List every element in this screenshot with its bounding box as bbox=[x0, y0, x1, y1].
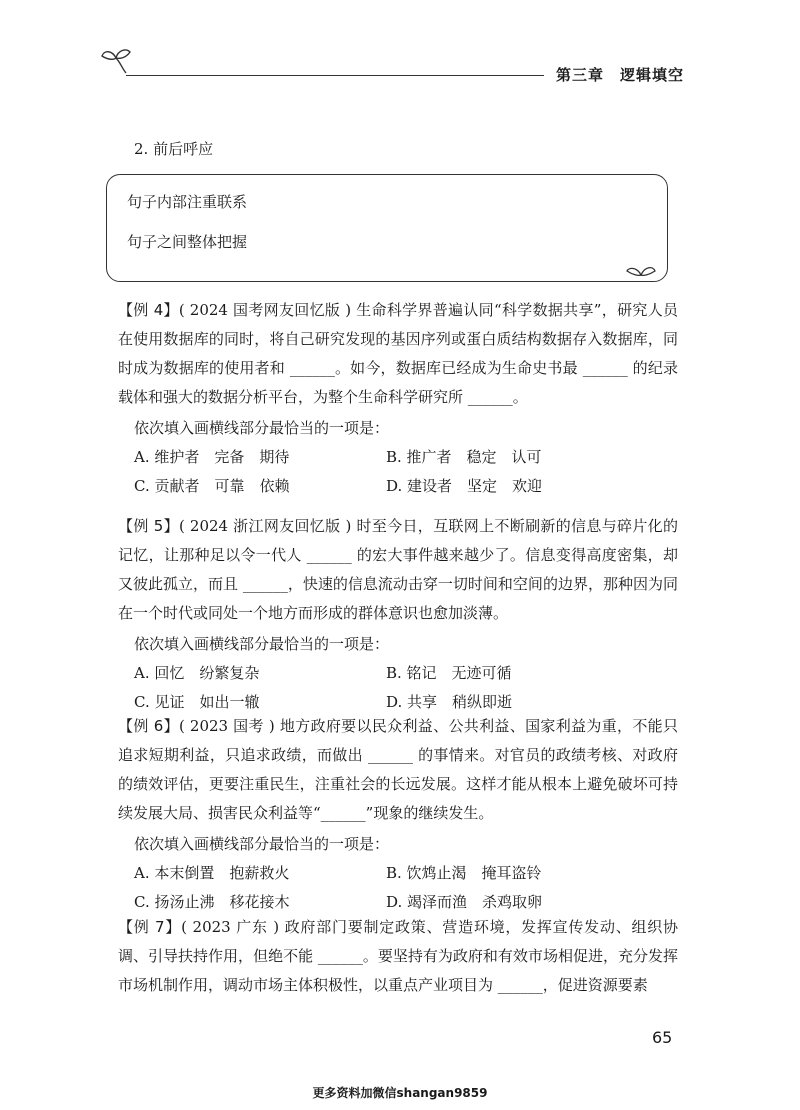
example-body: 生命科学界普遍认同“科学数据共享”，研究人员在使用数据库的同时，将自己研究发现的基因序列或蛋白质结构数据存入数据库，同时成为数据库的使用者和 ______。如今，数据库已经成为生命史书最 ______ 的纪录载体和强大的数据分析平台，为整个生命科学研究所 ______。 bbox=[118, 301, 679, 406]
example-7-text bbox=[118, 913, 678, 1000]
section-title: 2. 前后呼应 bbox=[134, 140, 214, 158]
example-tag: 【例 4】 bbox=[118, 301, 179, 319]
option-d: D. 竭泽而渔 杀鸡取卵 bbox=[386, 893, 543, 911]
question-prompt: 依次填入画横线部分最恰当的一项是： bbox=[134, 635, 390, 653]
example-source: ( 2024 浙江网友回忆版 ) bbox=[178, 517, 357, 535]
chapter-title: 第三章 逻辑填空 bbox=[556, 66, 685, 84]
example-5 bbox=[118, 512, 678, 717]
example-6-text bbox=[118, 712, 678, 828]
header-rule bbox=[126, 75, 544, 76]
example-tag: 【例 7】 bbox=[118, 918, 182, 936]
example-body: 地方政府要以民众利益、公共利益、国家利益为重，不能只追求短期利益，只追求政绩，而做出 ______ 的事情来。对官员的政绩考核、对政府的绩效评估，更要注重民生，注重社会的长远发展。这样才能从根本上避免破坏可持续发展大局、损害民众利益等“______”现象的继续发生。 bbox=[118, 717, 679, 822]
options-grid bbox=[118, 859, 678, 917]
example-4-text bbox=[118, 296, 678, 412]
question-prompt: 依次填入画横线部分最恰当的一项是： bbox=[134, 419, 390, 437]
option-b: B. 铭记 无迹可循 bbox=[386, 664, 512, 682]
example-tag: 【例 6】 bbox=[118, 717, 179, 735]
example-source: ( 2023 国考 ) bbox=[178, 717, 280, 735]
example-tag: 【例 5】 bbox=[118, 517, 179, 535]
option-b: B. 推广者 稳定 认可 bbox=[386, 448, 542, 466]
options-grid bbox=[118, 659, 678, 717]
page-number: 65 bbox=[652, 1028, 673, 1047]
tip-line-1: 句子内部注重联系 bbox=[127, 193, 248, 211]
example-body: 时至今日，互联网上不断刷新的信息与碎片化的记忆，让那种足以令一代人 ______ 的宏大事件越来越少了。信息变得高度密集，却又彼此孤立，而且 ______，快速的信息流动击穿一切时间和空间的边界，那种因为同在一个时代或同处一个地方而形成的群体意识也愈加淡薄。 bbox=[118, 517, 679, 622]
footer-note: 更多资料加微信shangan9859 bbox=[312, 1086, 488, 1100]
question-prompt: 依次填入画横线部分最恰当的一项是： bbox=[134, 835, 390, 853]
example-source: ( 2024 国考网友回忆版 ) bbox=[178, 301, 357, 319]
option-a: A. 本末倒置 抱薪救火 bbox=[134, 864, 290, 882]
option-c: C. 贡献者 可靠 依赖 bbox=[134, 477, 290, 495]
sprout-icon bbox=[100, 46, 132, 74]
option-c: C. 扬汤止沸 移花接木 bbox=[134, 893, 290, 911]
option-c: C. 见证 如出一辙 bbox=[134, 693, 260, 711]
option-a: A. 回忆 纷繁复杂 bbox=[134, 664, 260, 682]
example-source: ( 2023 广东 ) bbox=[181, 918, 285, 936]
option-b: B. 饮鸩止渴 掩耳盗铃 bbox=[386, 864, 542, 882]
example-6 bbox=[118, 712, 678, 917]
tip-line-2: 句子之间整体把握 bbox=[127, 233, 248, 251]
options-grid bbox=[118, 443, 678, 501]
example-7 bbox=[118, 913, 678, 1000]
tip-box bbox=[106, 174, 668, 282]
option-d: D. 共享 稍纵即逝 bbox=[386, 693, 513, 711]
example-5-text bbox=[118, 512, 678, 628]
option-d: D. 建设者 坚定 欢迎 bbox=[386, 477, 543, 495]
example-4 bbox=[118, 296, 678, 501]
option-a: A. 维护者 完备 期待 bbox=[134, 448, 290, 466]
example-body: 政府部门要制定政策、营造环境，发挥宣传发动、组织协调、引导扶持作用，但绝不能 ______。要坚持有为政府和有效市场相促进，充分发挥市场机制作用，调动市场主体积极性，以重点产业项目为 ______，促进资源要素 bbox=[118, 918, 678, 994]
sprout-icon bbox=[625, 261, 657, 277]
